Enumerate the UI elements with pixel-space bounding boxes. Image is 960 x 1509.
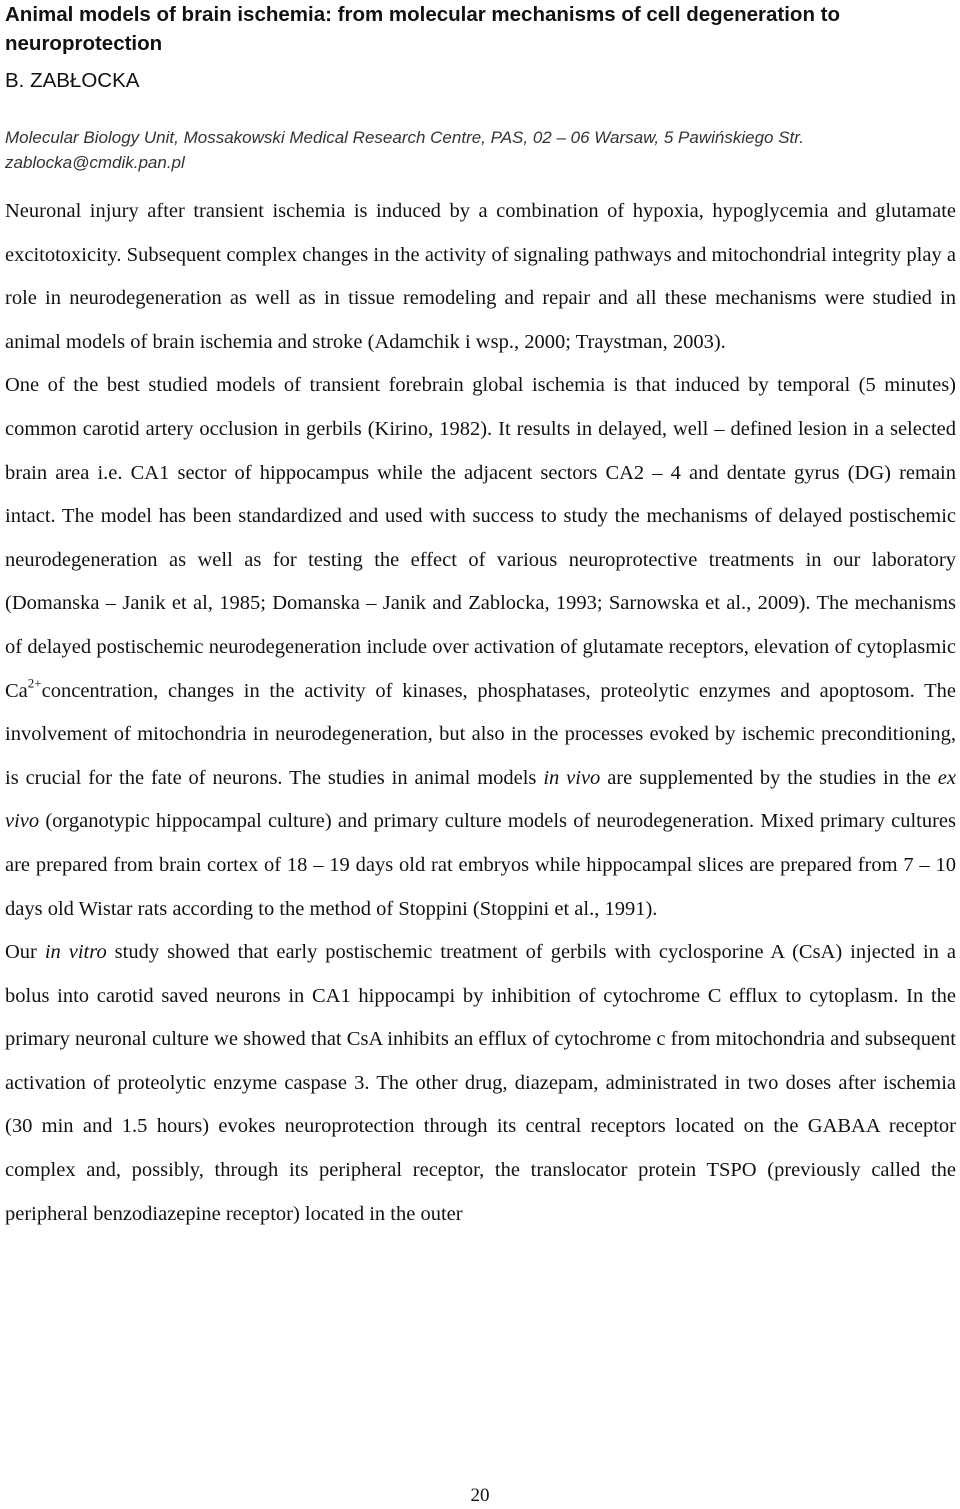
author-email: zablocka@cmdik.pan.pl bbox=[5, 153, 185, 172]
paragraph-2 bbox=[5, 364, 956, 931]
paragraph-2-text-d: (organotypic hippocampal culture) and primary culture models of neurodegeneration. Mixed primary cultures are prepared from brain cortex of 18 – 19 days old rat embryos while hippocampal slices are prepared from 7 – 10 days old Wistar rats according to the method of Stoppini (Stoppini et al., 1991). bbox=[5, 810, 956, 920]
italic-ex-vivo: ex vivo bbox=[5, 766, 956, 833]
italic-in-vivo: in vivo bbox=[543, 766, 601, 789]
paragraph-2-text-b: concentration, changes in the activity of kinases, phosphatases, proteolytic enzymes and apoptosom. The involvement of mitochondria in neurodegeneration, but also in the processes evoked by ischemic preconditioning, is crucial for the fate of neurons. The studies in animal models bbox=[5, 679, 956, 789]
paragraph-2-text-a: One of the best studied models of transient forebrain global ischemia is that induced by temporal (5 minutes) common carotid artery occlusion in gerbils (Kirino, 1982). It results in delayed, well – defined lesion in a selected brain area i.e. CA1 sector of hippocampus while the adjacent sectors CA2 – 4 and dentate gyrus (DG) remain intact. The model has been standardized and used with success to study the mechanisms of delayed postischemic neurodegeneration as well as for testing the effect of various neuroprotective treatments in our laboratory (Domanska – Janik et al, 1985; Domanska – Janik and Zablocka, 1993; Sarnowska et al., 2009). The mechanisms of delayed postischemic neurodegeneration include over activation of glutamate receptors, elevation of cytoplasmic Ca bbox=[5, 374, 956, 702]
author-name: B. ZABŁOCKA bbox=[5, 69, 140, 92]
paragraph-3-text-b: study showed that early postischemic treatment of gerbils with cyclosporine A (CsA) injected in a bolus into carotid saved neurons in CA1 hippocampi by inhibition of cytochrome C efflux to cytoplasm. In the primary neuronal culture we showed that CsA inhibits an efflux of cytochrome c from mitochondria and subsequent activation of proteolytic enzyme caspase 3. The other drug, diazepam, administrated in two doses after ischemia (30 min and 1.5 hours) evokes neuroprotection through its central receptors located on the GABAA receptor complex and, possibly, through its peripheral receptor, the translocator protein TSPO (previously called the peripheral benzodiazepine receptor) located in the outer bbox=[5, 941, 956, 1225]
abstract-body bbox=[5, 190, 956, 1236]
italic-in-vitro: in vitro bbox=[44, 941, 107, 964]
paper-title: Animal models of brain ischemia: from molecular mechanisms of cell degeneration to neuroprotection bbox=[5, 3, 841, 55]
page-number: 20 bbox=[470, 1485, 490, 1506]
paragraph-3 bbox=[5, 931, 956, 1236]
paragraph-2-text-c: are supplemented by the studies in the bbox=[600, 766, 938, 789]
author-affiliation: Molecular Biology Unit, Mossakowski Medical Research Centre, PAS, 02 – 06 Warsaw, 5 Pawińskiego Str. bbox=[5, 128, 805, 147]
paragraph-1: Neuronal injury after transient ischemia is induced by a combination of hypoxia, hypoglycemia and glutamate excitotoxicity. Subsequent complex changes in the activity of signaling pathways and mitochondrial integrity play a role in neurodegeneration as well as in tissue remodeling and repair and all these mechanisms were studied in animal models of brain ischemia and stroke (Adamchik i wsp., 2000; Traystman, 2003). bbox=[5, 200, 956, 353]
paragraph-3-text-a: Our bbox=[5, 941, 45, 964]
calcium-charge-superscript: 2+ bbox=[27, 674, 42, 690]
